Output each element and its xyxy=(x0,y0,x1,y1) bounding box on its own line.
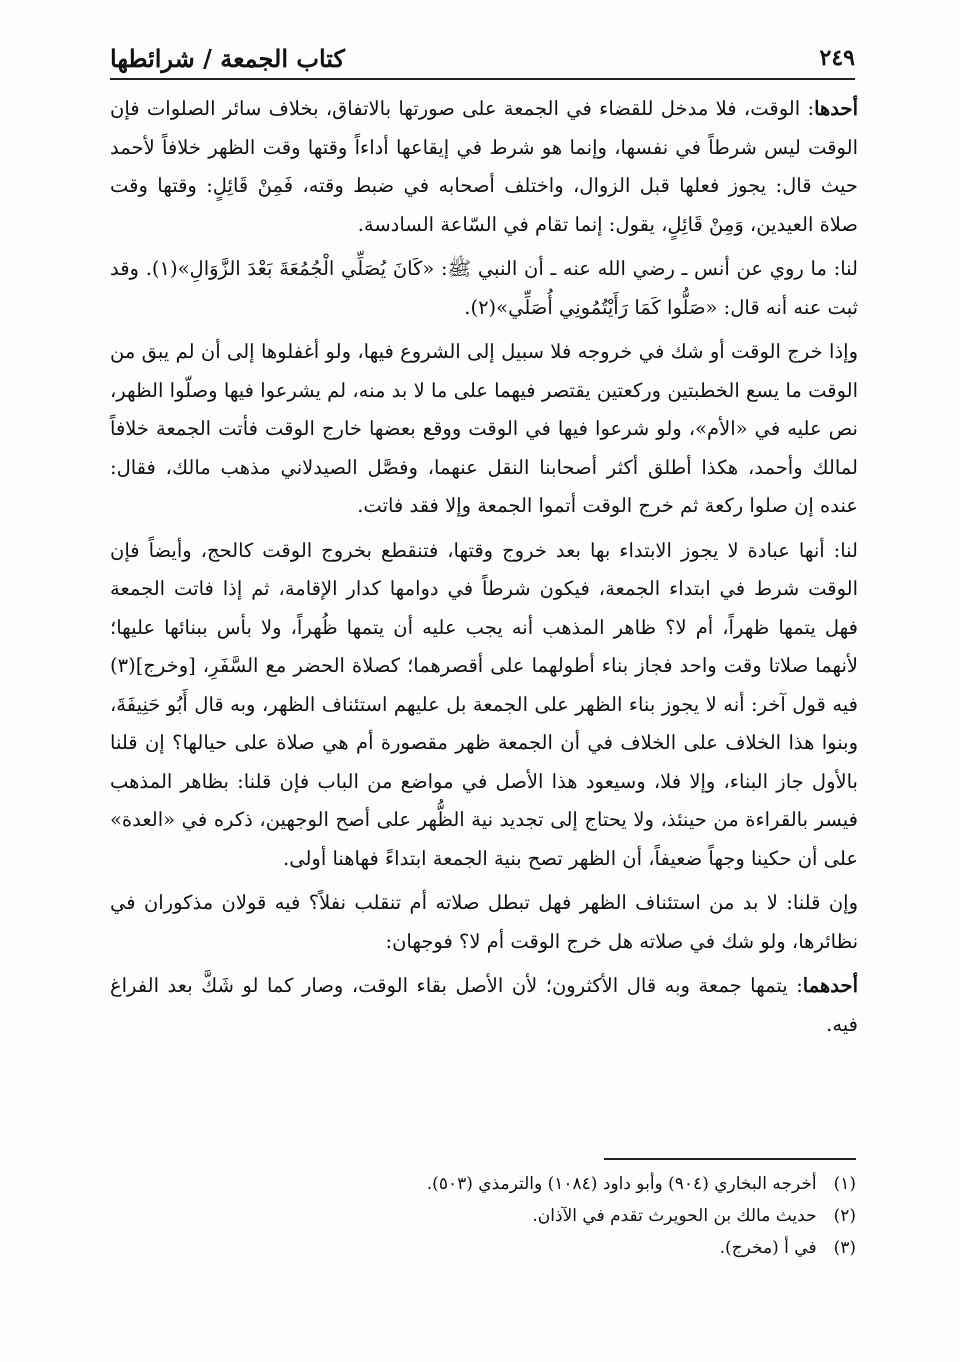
footnotes xyxy=(116,1168,856,1264)
footnote-text: أخرجه البخاري (٩٠٤) وأبو داود (١٠٨٤) والترمذي (٥٠٣). xyxy=(426,1174,817,1194)
paragraph xyxy=(110,884,858,961)
paragraph xyxy=(110,250,858,327)
paragraph-text: لنا: ما روي عن أنس ـ رضي الله عنه ـ أن النبي ﷺ: «كَانَ يُصَلِّي الْجُمُعَةَ بَعْدَ الزَّوَالِ»(١). وقد ثبت عنه أنه قال: «صَلُّوا كَمَا رَأَيْتُمُونِي أُصَلِّي»(٢). xyxy=(110,257,859,319)
paragraph xyxy=(110,90,858,244)
footnote xyxy=(116,1200,856,1232)
footnote-text: في أ (مخرج). xyxy=(719,1238,817,1258)
footnote-divider xyxy=(604,1158,856,1160)
paragraph xyxy=(110,333,858,526)
footnote-number: (١) xyxy=(833,1174,856,1194)
footnote xyxy=(116,1168,856,1200)
paragraph xyxy=(110,967,858,1044)
paragraph-text: لنا: أنها عبادة لا يجوز الابتداء بها بعد خروج وقتها، فتنقطع بخروج الوقت كالحج، وأيضاً فإن الوقت شرط في ابتداء الجمعة، فيكون شرطاً في دوامها كدار الإقامة، ثم إذا فاتت الجمعة فهل يتمها ظهراً، أم لا؟ ظاهر المذهب أنه يجب عليه أن يتمها ظُهراً، ولا بأس ببنائها عليها؛ لأنهما صلاتا وقت واحد فجاز بناء أطولهما على أقصرهما؛ كصلاة الحضر مع السَّفَرِ، [وخرج](٣) فيه قول آخر: أنه لا يجوز بناء الظهر على الجمعة بل عليهم استئناف الظهر، وبه قال أَبُو حَنِيفَةَ، وبنوا هذا الخلاف على الخلاف في أن الجمعة ظهر مقصورة أم هي صلاة على حيالها؟ إن قلنا بالأول جاز البناء، وإلا فلا، وسيعود هذا الأصل في مواضع من الباب فإن قلنا: بظاهر المذهب فيسر بالقراءة من حينئذ، ولا يحتاج إلى تجديد نية الظُّهر على أصح الوجهين، ذكره في «العدة» على أن حكينا وجهاً ضعيفاً، أن الظهر تصح بنية الجمعة ابتداءً فهاهنا أولى. xyxy=(110,538,858,870)
footnote-text: حديث مالك بن الحويرث تقدم في الآذان. xyxy=(532,1206,817,1226)
page-number: ٢٤٩ xyxy=(819,45,855,71)
page-header xyxy=(110,38,855,80)
paragraph-lead: أحدها xyxy=(814,97,858,120)
paragraph-text: وإن قلنا: لا بد من استئناف الظهر فهل تبطل صلاته أم تنقلب نفلاً؟ فيه قولان مذكوران في نظائرها، ولو شك في صلاته هل خرج الوقت أم لا؟ فوجهان: xyxy=(110,891,858,953)
main-text xyxy=(110,90,858,1050)
footnote-number: (٣) xyxy=(833,1238,856,1258)
paragraph-text: وإذا خرج الوقت أو شك في خروجه فلا سبيل إلى الشروع فيها، ولو أغفلوها إلى أن لم يبق من الوقت ما يسع الخطبتين وركعتين يقتصر فيهما على ما لا بد منه، لم يشرعوا فيها وصلّوا الظهر، نص عليه في «الأم»، ولو شرعوا فيها في الوقت ووقع بعضها خارج الوقت فأتت الجمعة خلافاً لمالك وأحمد، هكذا أطلق أكثر أصحابنا النقل عنهما، وفصَّل الصيدلاني مذهب مالك، فقال: عنده إن صلوا ركعة ثم خرج الوقت أتموا الجمعة وإلا فقد فاتت. xyxy=(110,340,858,517)
paragraph-lead: أحدهما xyxy=(802,974,858,997)
paragraph xyxy=(110,532,858,879)
paragraph-text: : الوقت، فلا مدخل للقضاء في الجمعة على صورتها بالاتفاق، بخلاف سائر الصلوات فإن الوقت ليس شرطاً في نفسها، وإنما هو شرط في إيقاعها أداءاً وقتها وقت الظهر خلافاً لأحمد حيث قال: يجوز فعلها قبل الزوال، واختلف أصحابه في ضبط وقته، فَمِنْ قَائِلٍ: وقتها وقت صلاة العيدين، وَمِنْ قَائِلٍ، يقول: إنما تقام في السّاعة السادسة. xyxy=(110,97,858,236)
running-title: كتاب الجمعة / شرائطها xyxy=(110,43,345,73)
footnote xyxy=(116,1232,856,1264)
footnote-number: (٢) xyxy=(833,1206,856,1226)
paragraph-text: : يتمها جمعة وبه قال الأكثرون؛ لأن الأصل بقاء الوقت، وصار كما لو شَكَّ بعد الفراغ فيه. xyxy=(110,974,858,1036)
